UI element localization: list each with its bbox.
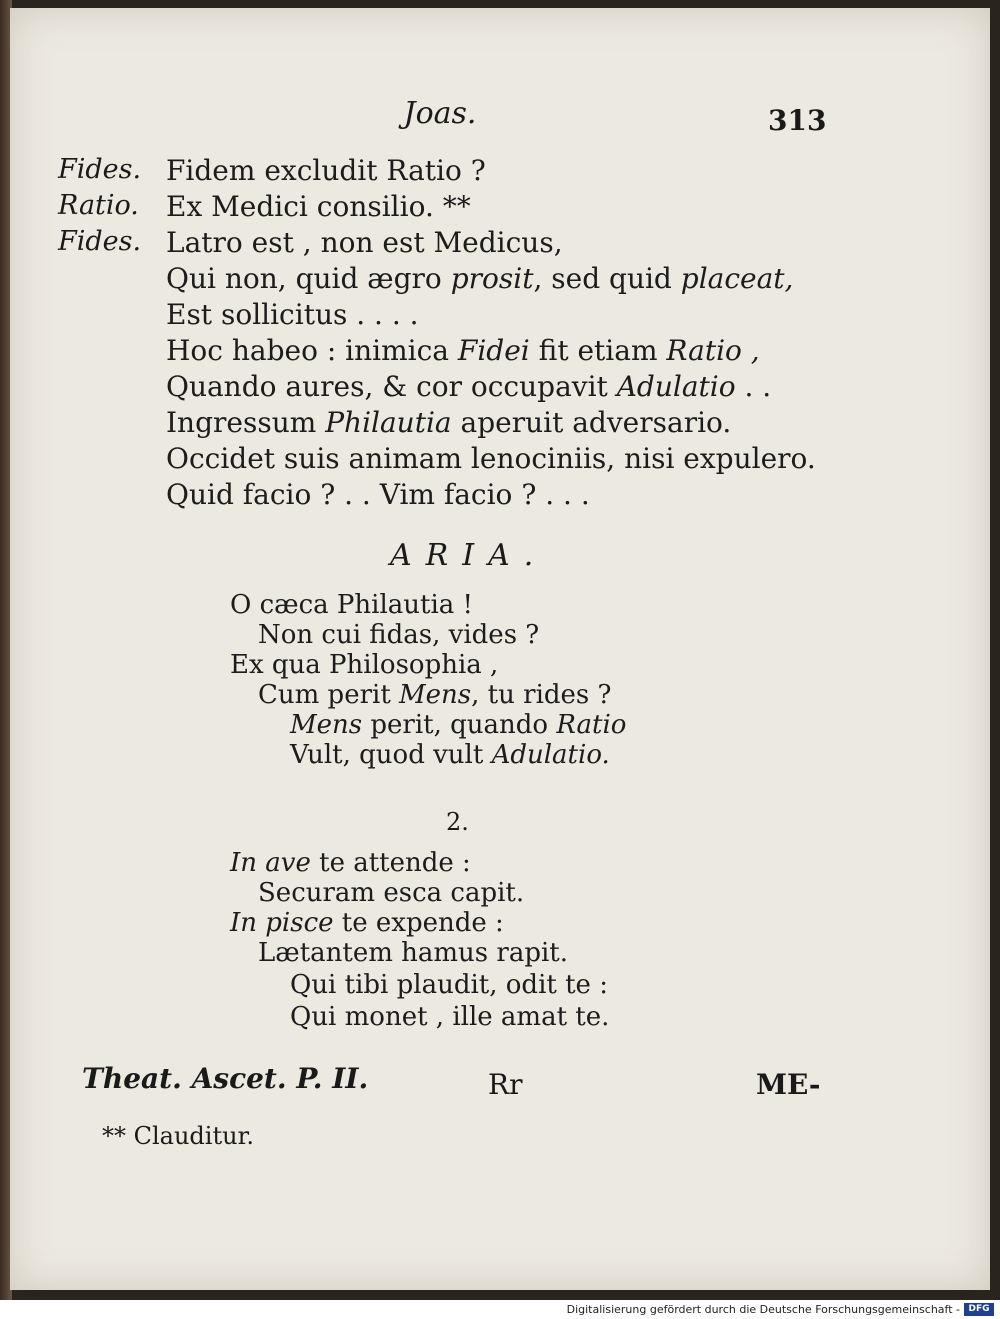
italic-text: Philautia [325, 406, 452, 439]
aria-line-4 [258, 680, 611, 710]
aria-line-12: Qui monet , ille amat te. [290, 1002, 610, 1032]
verse-line-8 [166, 406, 731, 439]
speaker-fides-1: Fides. [58, 154, 142, 185]
text: Qui non, quid ægro [166, 262, 451, 295]
digitization-bar [0, 1300, 1000, 1319]
italic-text: Ratio , [666, 334, 760, 367]
italic-text: Fidei [457, 334, 530, 367]
aria-line-6 [290, 740, 610, 770]
italic-text: Adulatio. [491, 740, 610, 770]
speaker-ratio: Ratio. [58, 190, 139, 221]
speaker-fides-2: Fides. [58, 226, 142, 257]
book-page [10, 8, 990, 1290]
stanza-number: 2. [446, 808, 469, 836]
text: te expende : [333, 908, 504, 938]
italic-text: In pisce [230, 908, 334, 938]
verse-line-10: Quid facio ? . . Vim facio ? . . . [166, 478, 590, 511]
aria-line-7 [230, 848, 471, 878]
dfg-logo-icon: DFG [964, 1303, 994, 1316]
text: Hoc habeo : inimica [166, 334, 458, 367]
running-title: Joas. [403, 96, 477, 131]
italic-text: Ratio [556, 710, 627, 740]
text: Cum perit [258, 680, 400, 710]
text: , tu rides ? [471, 680, 612, 710]
aria-line-5 [290, 710, 626, 740]
italic-text: prosit [450, 262, 534, 295]
text: Vult, quod vult [290, 740, 492, 770]
signature-line: Theat. Ascet. P. II. [82, 1062, 369, 1095]
digitization-credit: Digitalisierung gefördert durch die Deutsche Forschungsgemeinschaft - [566, 1303, 960, 1316]
sheet-mark: Rr [488, 1068, 523, 1101]
text: . . [735, 370, 772, 403]
text: Quando aures, & cor occupavit [166, 370, 617, 403]
text: aperuit adversario. [451, 406, 732, 439]
italic-text: Mens [290, 710, 363, 740]
aria-line-3: Ex qua Philosophia , [230, 650, 499, 680]
text: te attende : [310, 848, 471, 878]
verse-line-1: Fidem excludit Ratio ? [166, 154, 486, 187]
aria-line-8: Securam esca capit. [258, 878, 525, 908]
verse-line-6 [166, 334, 760, 367]
catchword: ME- [756, 1068, 821, 1101]
verse-line-9: Occidet suis animam lenociniis, nisi expulero. [166, 442, 816, 475]
verse-line-5: Est sollicitus . . . . [166, 298, 419, 331]
aria-line-2: Non cui fidas, vides ? [258, 620, 540, 650]
verse-line-2: Ex Medici consilio. ** [166, 190, 471, 223]
aria-title: ARIA. [390, 538, 548, 573]
aria-line-1: O cæca Philautia ! [230, 590, 474, 620]
verse-line-7 [166, 370, 771, 403]
text: fit etiam [529, 334, 667, 367]
verse-line-3: Latro est , non est Medicus, [166, 226, 563, 259]
aria-line-10: Lætantem hamus rapit. [258, 938, 569, 968]
footnote: ** Clauditur. [102, 1122, 255, 1150]
text: , sed quid [533, 262, 681, 295]
aria-line-9 [230, 908, 504, 938]
page-number: 313 [768, 104, 827, 137]
italic-text: Mens [399, 680, 472, 710]
aria-line-11: Qui tibi plaudit, odit te : [290, 970, 608, 1000]
italic-text: Adulatio [616, 370, 736, 403]
italic-text: placeat, [680, 262, 794, 295]
italic-text: In ave [230, 848, 311, 878]
text: Ingressum [166, 406, 326, 439]
text: perit, quando [362, 710, 557, 740]
verse-line-4 [166, 262, 793, 295]
